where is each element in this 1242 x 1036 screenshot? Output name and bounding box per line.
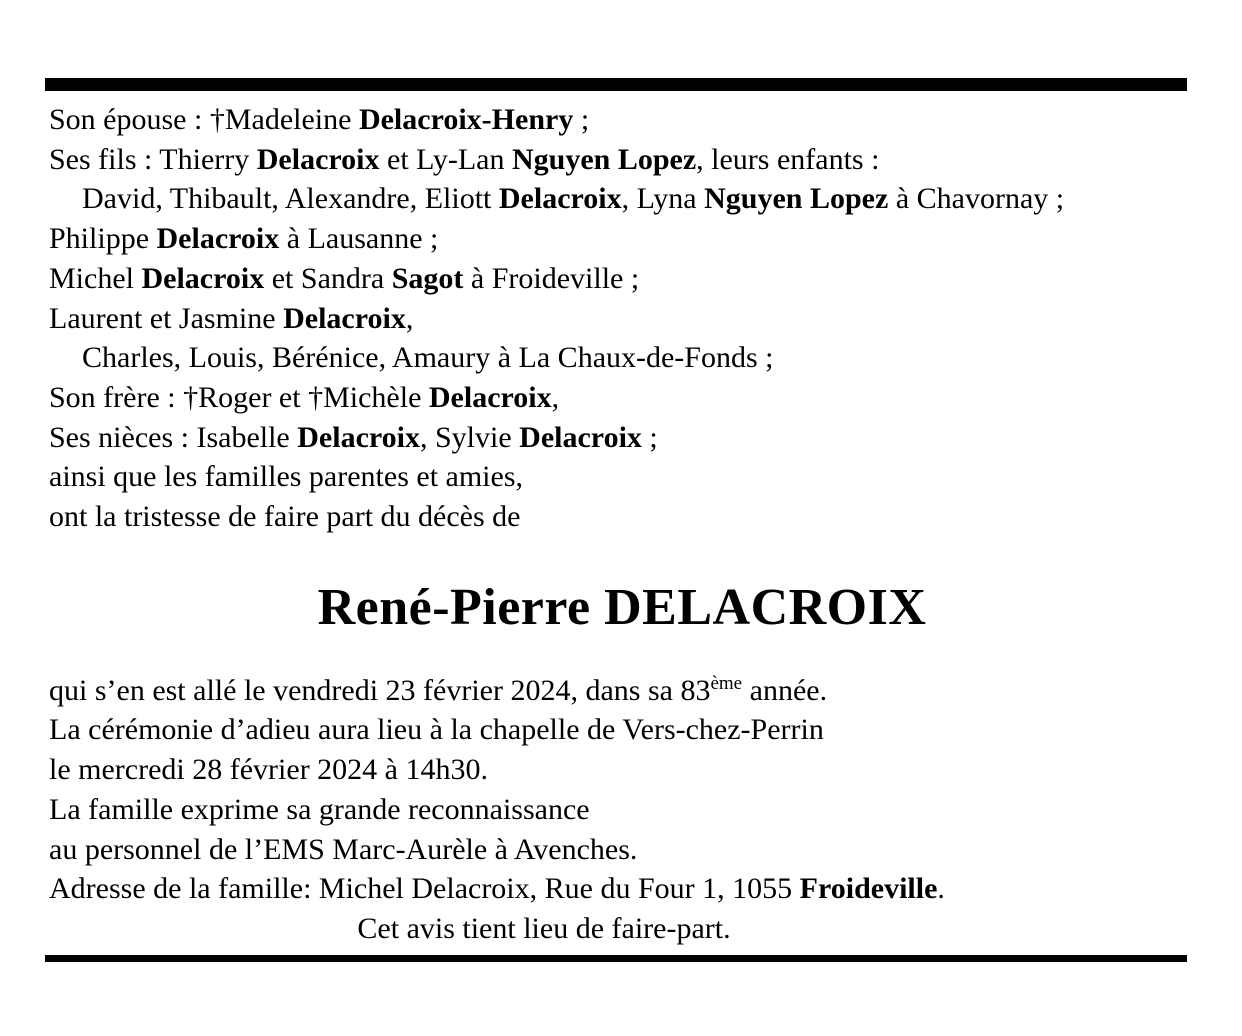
details-lines-block (49, 671, 1202, 909)
text-line: ont la tristesse de faire part du décès de (49, 500, 521, 534)
text-line: La cérémonie d’adieu aura lieu à la chapelle de Vers-chez-Perrin (49, 713, 824, 747)
text-line: au personnel de l’EMS Marc-Aurèle à Avenches. (49, 832, 638, 866)
deceased-name-title: René-Pierre DELACROIX (317, 578, 927, 636)
text-line: Son frère : †Roger et †Michèle Delacroix, (49, 380, 560, 414)
closing-line: Cet avis tient lieu de faire-part. (357, 911, 731, 945)
family-lines-block (49, 100, 1202, 537)
bottom-rule (45, 955, 1187, 962)
text-line: Ses nièces : Isabelle Delacroix, Sylvie Delacroix ; (49, 420, 658, 454)
text-line: qui s’en est allé le vendredi 23 février 2024, dans sa 83ème année. (49, 672, 828, 707)
text-line: Michel Delacroix et Sandra Sagot à Froideville ; (49, 261, 640, 295)
text-line: Son épouse : †Madeleine Delacroix-Henry ; (49, 103, 590, 136)
text-line: Adresse de la famille: Michel Delacroix, Rue du Four 1, 1055 Froideville. (49, 872, 945, 906)
text-line: Philippe Delacroix à Lausanne ; (49, 222, 439, 256)
text-line: Laurent et Jasmine Delacroix, (49, 301, 414, 335)
text-line: La famille exprime sa grande reconnaissance (49, 792, 590, 826)
text-line: Charles, Louis, Bérénice, Amaury à La Chaux-de-Fonds ; (82, 341, 774, 375)
top-rule (45, 78, 1187, 91)
text-line: le mercredi 28 février 2024 à 14h30. (49, 753, 488, 787)
text-line: David, Thibault, Alexandre, Eliott Delacroix, Lyna Nguyen Lopez à Chavornay ; (82, 182, 1065, 216)
text-line: Ses fils : Thierry Delacroix et Ly-Lan Nguyen Lopez, leurs enfants : (49, 142, 880, 176)
text-line: ainsi que les familles parentes et amies, (49, 460, 524, 494)
